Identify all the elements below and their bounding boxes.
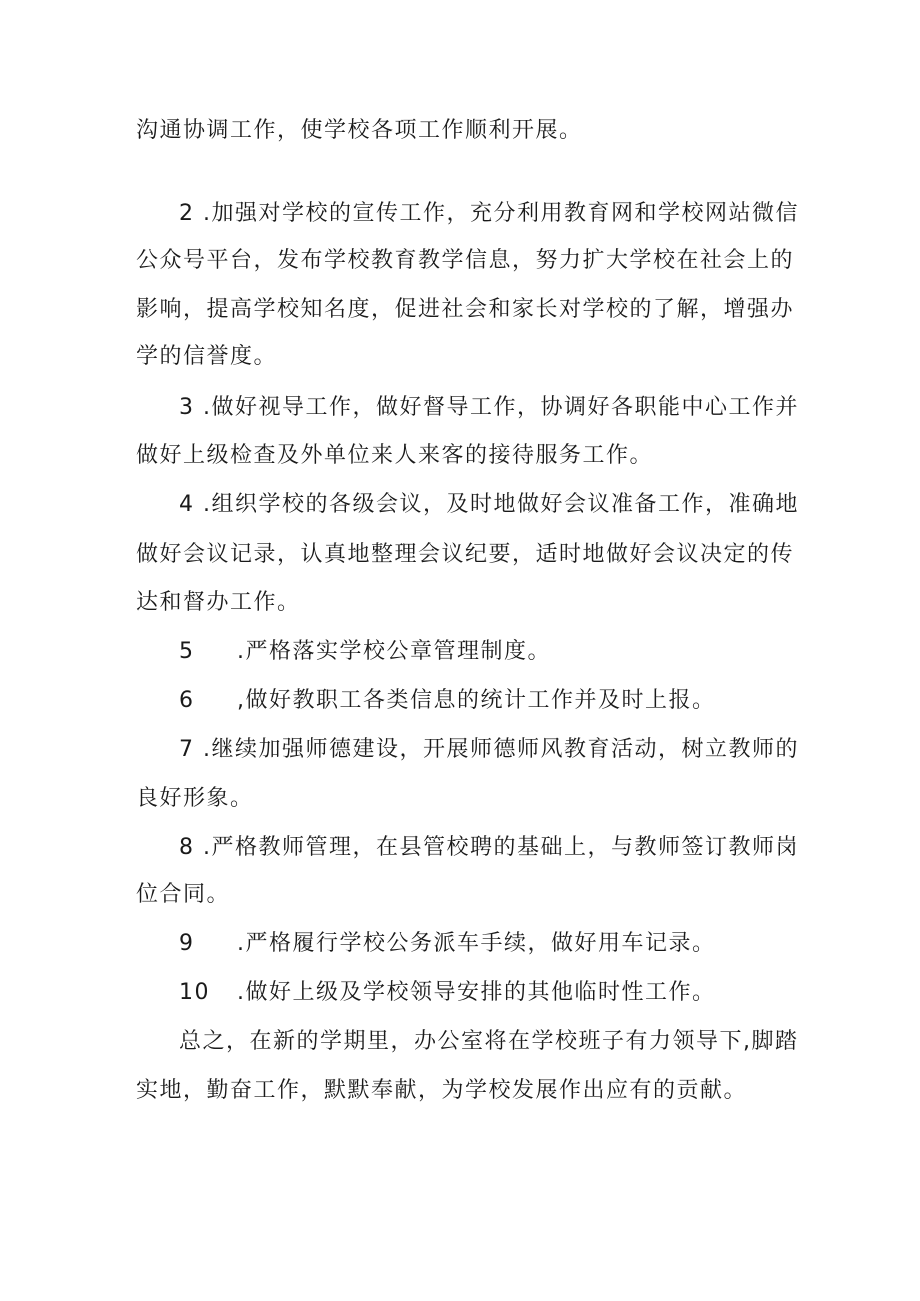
paragraph-line: 沟通协调工作，使学校各项工作顺利开展。 (136, 118, 583, 143)
paragraph-line: 学的信誉度。 (136, 344, 278, 369)
paragraph-line: 良好形象。 (136, 786, 254, 811)
item-text: .严格落实学校公章管理制度。 (237, 639, 551, 664)
paragraph-line: 影响，提高学校知名度，促进社会和家长对学校的了解，增强办 (136, 297, 795, 322)
paragraph-line: 做好会议记录，认真地整理会议纪要，适时地做好会议决定的传 (136, 542, 795, 567)
numbered-item (179, 929, 716, 959)
paragraph-line: 2 .加强对学校的宣传工作，充分利用教育网和学校网站微信 (179, 201, 799, 226)
paragraph-line: 3 .做好视导工作，做好督导工作，协调好各职能中心工作并 (179, 395, 799, 420)
paragraph-line: 总之，在新的学期里，办公室将在学校班子有力领导下,脚踏 (179, 1029, 799, 1054)
paragraph-line: 公众号平台，发布学校教育教学信息，努力扩大学校在社会上的 (136, 248, 795, 273)
paragraph-line: 实地，勤奋工作，默默奉献，为学校发展作出应有的贡献。 (136, 1078, 748, 1103)
paragraph-line: 7 .继续加强师德建设，开展师德师风教育活动，树立教师的 (179, 737, 799, 762)
item-number: 10 (179, 980, 210, 1005)
numbered-item (179, 978, 716, 1008)
numbered-item (179, 686, 716, 716)
item-text: ,做好教职工各类信息的统计工作并及时上报。 (237, 688, 716, 713)
item-number: 5 (179, 639, 195, 664)
paragraph-line: 4 .组织学校的各级会议，及时地做好会议准备工作，准确地 (179, 492, 799, 517)
item-number: 9 (179, 931, 195, 956)
item-text: .做好上级及学校领导安排的其他临时性工作。 (237, 980, 716, 1005)
numbered-item (179, 637, 551, 667)
paragraph-line: 达和督办工作。 (136, 590, 301, 615)
paragraph-line: 做好上级检查及外单位来人来客的接待服务工作。 (136, 443, 654, 468)
item-text: .严格履行学校公务派车手续，做好用车记录。 (237, 931, 716, 956)
paragraph-line: 8 .严格教师管理，在县管校聘的基础上，与教师签订教师岗 (179, 835, 799, 860)
item-number: 6 (179, 688, 195, 713)
paragraph-line: 位合同。 (136, 882, 231, 907)
